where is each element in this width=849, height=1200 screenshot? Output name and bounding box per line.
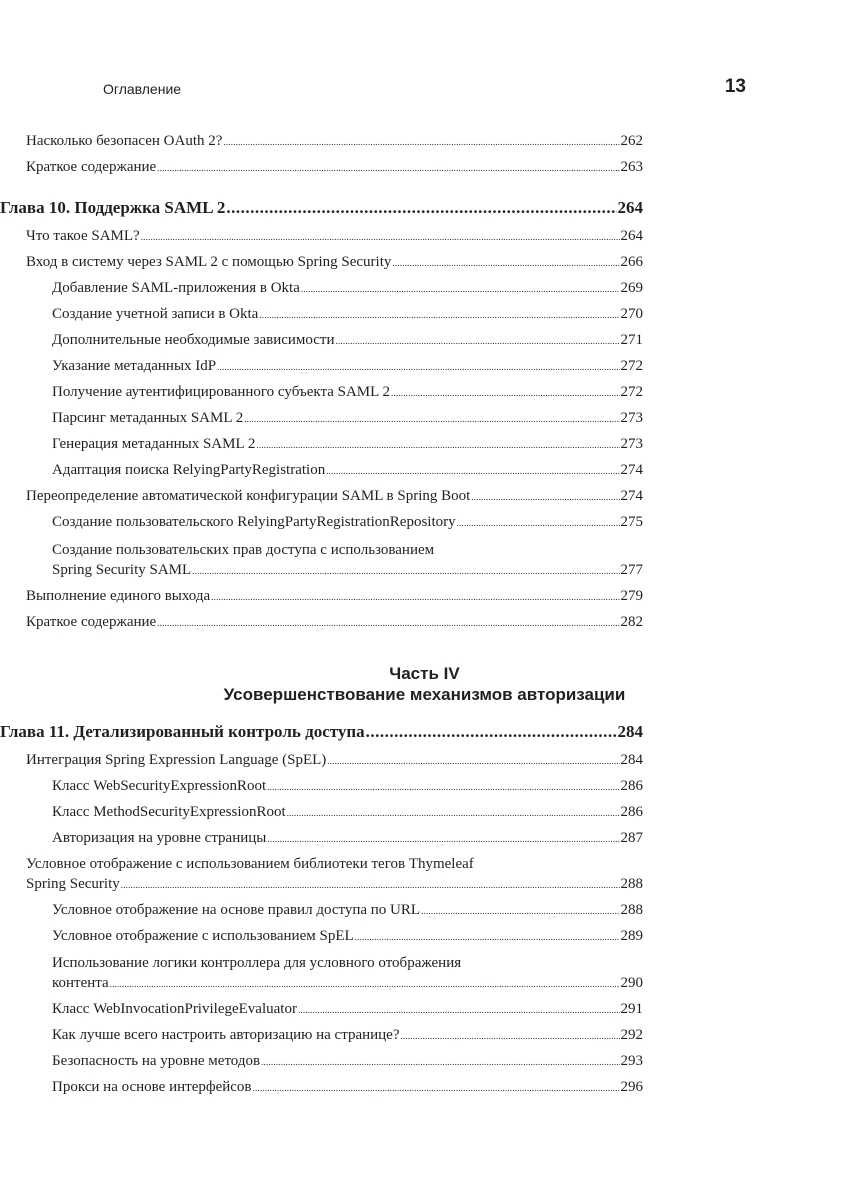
toc-entry[interactable]: Создание пользовательского RelyingPartyRegistrationRepository ..... 275	[0, 512, 643, 533]
entry-page: 274	[620, 488, 643, 504]
toc-entry[interactable]: Получение аутентифицированного субъекта SAML 2 ..... 272	[0, 382, 643, 403]
chapter-10-heading[interactable]: Глава 10. Поддержка SAML 2 ..... 264	[0, 198, 643, 218]
toc-entry[interactable]: Краткое содержание ..... 282	[0, 612, 643, 633]
dot-leader	[256, 434, 619, 455]
entry-page: 263	[620, 159, 643, 175]
toc-entry[interactable]: Переопределение автоматической конфигурации SAML в Spring Boot ..... 274	[0, 486, 643, 507]
dot-leader	[110, 973, 620, 994]
entry-page: 293	[620, 1053, 643, 1069]
toc-entry[interactable]: Генерация метаданных SAML 2 ..... 273	[0, 434, 643, 455]
part-title: Усовершенствование механизмов авторизации	[223, 685, 626, 704]
toc-entry[interactable]: Парсинг метаданных SAML 2 ..... 273	[0, 408, 643, 429]
entry-page: 272	[620, 384, 643, 400]
dot-leader	[261, 1051, 619, 1072]
entry-page: 262	[620, 133, 643, 149]
toc-entry[interactable]: Безопасность на уровне методов ..... 293	[0, 1051, 643, 1072]
dot-leader	[211, 586, 619, 607]
toc-entry[interactable]: Выполнение единого выхода ..... 279	[0, 586, 643, 607]
dot-leader	[226, 198, 616, 218]
dot-leader	[157, 612, 619, 633]
entry-page: 273	[620, 410, 643, 426]
dot-leader	[157, 157, 619, 178]
entry-page: 279	[620, 588, 643, 604]
toc-entry[interactable]: Краткое содержание ..... 263	[0, 157, 643, 178]
dot-leader	[141, 226, 620, 247]
entry-page: 290	[620, 975, 643, 991]
toc-entry[interactable]: Интеграция Spring Expression Language (SpEL) ..... 284	[0, 750, 643, 771]
toc-entry[interactable]: Прокси на основе интерфейсов ..... 296	[0, 1077, 643, 1098]
entry-page: 272	[620, 358, 643, 374]
toc-entry[interactable]: Указание метаданных IdP ..... 272	[0, 356, 643, 377]
toc-entry[interactable]: Класс MethodSecurityExpressionRoot ..... 286	[0, 802, 643, 823]
toc-entry[interactable]: Добавление SAML-приложения в Okta ..... 269	[0, 278, 643, 299]
entry-page: 292	[620, 1027, 643, 1043]
dot-leader	[192, 560, 619, 581]
dot-leader	[327, 750, 619, 771]
toc-entry[interactable]: Что такое SAML? ..... 264	[0, 226, 643, 247]
entry-page: 274	[620, 462, 643, 478]
entry-page: 286	[620, 778, 643, 794]
toc-entry[interactable]: Адаптация поиска RelyingPartyRegistration ..... 274	[0, 460, 643, 481]
toc-entry[interactable]: Создание учетной записи в Okta ..... 270	[0, 304, 643, 325]
dot-leader	[267, 776, 619, 797]
running-head	[103, 78, 746, 102]
dot-leader	[471, 486, 619, 507]
entry-page: 296	[620, 1079, 643, 1095]
dot-leader	[401, 1025, 620, 1046]
toc-entry[interactable]: Класс WebSecurityExpressionRoot ..... 286	[0, 776, 643, 797]
dot-leader	[301, 278, 620, 299]
toc-entry[interactable]: Условное отображение на основе правил доступа по URL ..... 288	[0, 900, 643, 921]
dot-leader	[392, 252, 619, 273]
entry-page: 273	[620, 436, 643, 452]
toc-entry[interactable]: Использование логики контроллера для условного отображения контента ..... 290	[0, 953, 643, 994]
entry-page: 284	[620, 752, 643, 768]
entry-page: 264	[620, 228, 643, 244]
dot-leader	[121, 874, 620, 895]
toc-entry[interactable]: Вход в систему через SAML 2 с помощью Spring Security ..... 266	[0, 252, 643, 273]
chapter-page: 284	[617, 722, 643, 741]
dot-leader	[223, 131, 619, 152]
entry-page: 277	[620, 562, 643, 578]
toc-entry[interactable]: Класс WebInvocationPrivilegeEvaluator ..... 291	[0, 999, 643, 1020]
dot-leader	[298, 999, 620, 1020]
dot-leader	[336, 330, 620, 351]
entry-page: 286	[620, 804, 643, 820]
dot-leader	[355, 926, 620, 947]
toc-entry[interactable]: Как лучше всего настроить авторизацию на странице? ..... 292	[0, 1025, 643, 1046]
dot-leader	[217, 356, 619, 377]
chapter-11-heading[interactable]: Глава 11. Детализированный контроль доступа ..... 284	[0, 722, 643, 742]
part-label: Часть IV	[389, 664, 460, 683]
dot-leader	[253, 1077, 620, 1098]
dot-leader	[391, 382, 620, 403]
toc-entry[interactable]: Условное отображение с использованием библиотеки тегов Thymeleaf Spring Security ..... 288	[0, 854, 643, 895]
dot-leader	[421, 900, 619, 921]
entry-page: 288	[620, 876, 643, 892]
toc-entry[interactable]: Условное отображение с использованием SpEL ..... 289	[0, 926, 643, 947]
toc-entry[interactable]: Дополнительные необходимые зависимости ..... 271	[0, 330, 643, 351]
entry-page: 266	[620, 254, 643, 270]
entry-page: 289	[620, 928, 643, 944]
entry-page: 288	[620, 902, 643, 918]
entry-page: 287	[620, 830, 643, 846]
chapter-page: 264	[617, 198, 643, 217]
dot-leader	[326, 460, 619, 481]
entry-page: 275	[620, 514, 643, 530]
entry-page: 291	[620, 1001, 643, 1017]
dot-leader	[259, 304, 619, 325]
section-title: Оглавление	[103, 81, 182, 97]
toc-entry[interactable]: Насколько безопасен OAuth 2? ..... 262	[0, 131, 643, 152]
entry-page: 271	[620, 332, 643, 348]
dot-leader	[457, 512, 620, 533]
dot-leader	[244, 408, 619, 429]
entry-page: 270	[620, 306, 643, 322]
dot-leader	[366, 722, 617, 742]
page-number: 13	[724, 76, 746, 97]
entry-page: 282	[620, 614, 643, 630]
entry-page: 269	[620, 280, 643, 296]
toc-entry[interactable]: Авторизация на уровне страницы ..... 287	[0, 828, 643, 849]
toc-entry[interactable]: Создание пользовательских прав доступа с использованием Spring Security SAML ..... 277	[0, 540, 643, 581]
dot-leader	[267, 828, 619, 849]
dot-leader	[287, 802, 620, 823]
